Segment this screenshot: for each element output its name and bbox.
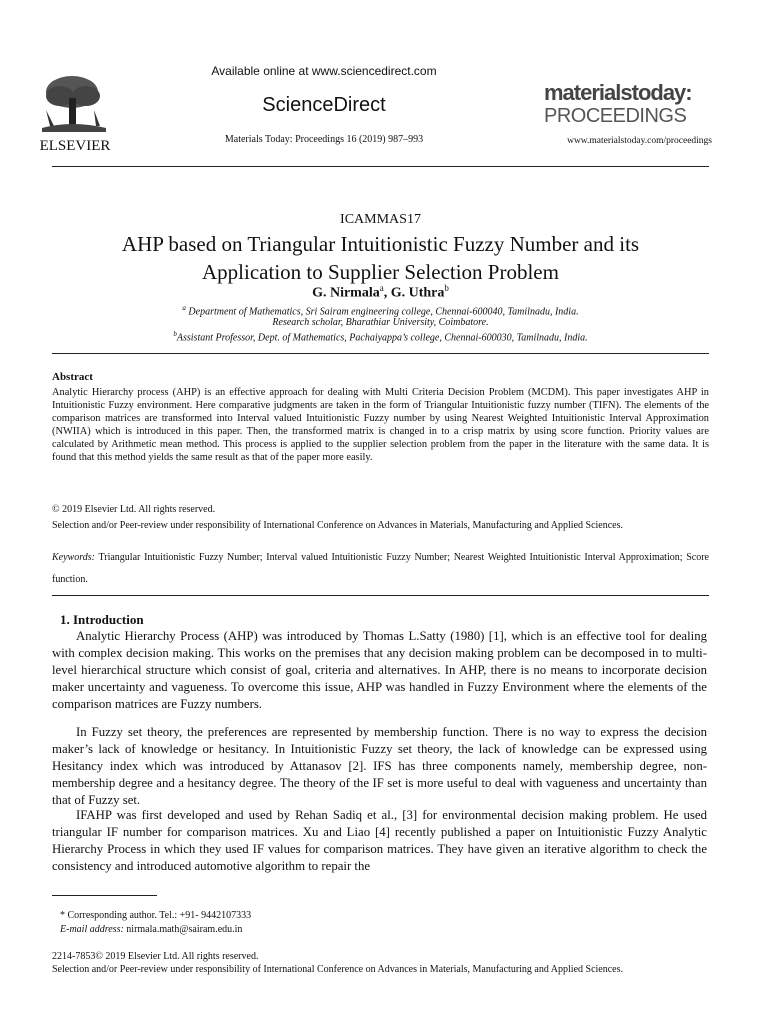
email-label: E-mail address:: [60, 924, 124, 935]
journal-reference: Materials Today: Proceedings 16 (2019) 987–993: [224, 134, 424, 145]
sciencedirect-title: ScienceDirect: [262, 94, 386, 116]
header-divider: [52, 166, 709, 167]
email-address[interactable]: nirmala.math@sairam.edu.in: [123, 924, 243, 935]
affiliation-a-text: Department of Mathematics, Sri Sairam engineering college, Chennai-600040, Tamilnadu, India.: [185, 306, 579, 318]
affiliation-b-marker: b: [173, 330, 177, 338]
author-2[interactable]: G. Uthra: [390, 285, 445, 301]
materials-today-wordmark: materialstoday:: [544, 80, 692, 105]
keywords-text: Triangular Intuitionistic Fuzzy Number; Interval valued Intuitionistic Fuzzy Number; Nearest Weighted Intuitionistic Interval Approximation; Score function.: [52, 552, 709, 585]
intro-paragraph-2: In Fuzzy set theory, the preferences are represented by membership function. There is no way to express the decision maker’s lack of knowledge or hesitancy. In Intuitionistic Fuzzy set theory, the lack of knowledge can be expressed using Hesitancy index which was introduced by Attanasov [2]. IFS has three components namely, membership degree, non-membership degree and a hesitancy degree. The theory of the IF set is more useful to deal with vagueness and uncertainty than that of Fuzzy set.: [52, 725, 707, 808]
intro-paragraph-1: Analytic Hierarchy Process (AHP) was introduced by Thomas L.Satty (1980) [1], which is an effective tool for dealing with complex decision making. This works on the premises that any decision making problem can be decomposed in to multi-level hierarchical structure which consist of goal, criteria and alternatives. In AHP, there is no means to incorporate decision maker uncertainty and vagueness. To overcome this issue, AHP was handled in Fuzzy Environment where the elements of the comparison matrices are Fuzzy numbers.: [52, 629, 707, 712]
footnote-divider: [52, 895, 157, 896]
author-1[interactable]: G. Nirmala: [312, 285, 380, 301]
author-1-affiliation-marker: a: [379, 283, 384, 293]
conference-name: ICAMMAS17: [340, 212, 421, 227]
keywords-label: Keywords:: [52, 552, 95, 563]
paper-title-line-1: AHP based on Triangular Intuitionistic Fuzzy Number and its: [121, 232, 640, 256]
affiliation-b: [52, 330, 709, 343]
issn-line: 2214-7853© 2019 Elsevier Ltd. All rights reserved.: [52, 951, 259, 962]
abstract-text: Analytic Hierarchy process (AHP) is an effective approach for dealing with Multi Criteria Decision Problem (MCDM). This paper investigates AHP in Intuitionistic Fuzzy environment. Here comparative judgments are taken in the form of Triangular Intuitionistic fuzzy number (TIFN). The elements of the comparison matrices are transformed into Interval valued Intuitionistic Fuzzy number by using Nearest Weighted Intuitionistic Interval Approximation (NWIIA) which is introduced in this paper. Then, the transformed matrix is changed in to a crisp matrix by using score function. Priority values are calculated by Arithmetic mean method. This process is applied to the supplier selection problem from the paper in the literature with the same data. It is found that this method yields the same result as that of the paper more easily.: [52, 387, 709, 463]
affiliation-research: Research scholar, Bharathiar University, Coimbatore.: [272, 317, 489, 328]
title-divider: [52, 353, 709, 354]
elsevier-tree-icon: [22, 70, 128, 154]
copyright-notice: © 2019 Elsevier Ltd. All rights reserved.: [52, 504, 216, 515]
journal-url[interactable]: www.materialstoday.com/proceedings: [567, 136, 712, 146]
paper-title: [52, 230, 709, 286]
proceedings-wordmark: PROCEEDINGS: [544, 105, 687, 127]
peer-review-notice: Selection and/or Peer-review under responsibility of International Conference on Advances in Materials, Manufacturing and Applied Sciences.: [52, 520, 624, 531]
abstract-heading: Abstract: [52, 371, 93, 383]
authors: [52, 283, 709, 302]
elsevier-logo: [22, 70, 128, 154]
available-online-text: Available online at www.sciencedirect.com: [211, 64, 437, 78]
elsevier-wordmark: ELSEVIER: [39, 138, 111, 154]
affiliation-a: [52, 304, 709, 317]
affiliation-a-marker: a: [182, 304, 186, 312]
keywords: [52, 547, 709, 591]
materials-today-logo: [542, 80, 702, 128]
affiliation-b-text: Assistant Professor, Dept. of Mathematics, Pachaiyappa’s college, Chennai-600030, Tamilnadu, India.: [176, 332, 588, 344]
section-heading-introduction: 1. Introduction: [60, 612, 144, 627]
footer-peer-review: Selection and/or Peer-review under responsibility of International Conference on Advances in Materials, Manufacturing and Applied Sciences.: [52, 964, 624, 975]
email-footnote: [60, 924, 242, 935]
author-separator: ,: [383, 285, 391, 301]
corresponding-author-footnote: * Corresponding author. Tel.: +91- 9442107333: [60, 910, 252, 921]
intro-paragraph-3: IFAHP was first developed and used by Rehan Sadiq et al., [3] for environmental decision making problem. He used triangular IF number for comparison matrices. Xu and Liao [4] recently published a paper on Intuitionistic Fuzzy Analytic Hierarchy Process in which they used IF values for comparison matrices. They have given an iterative algorithm to check the consistency and introduced automotive algorithm to repair the: [52, 808, 707, 874]
author-2-affiliation-marker: b: [444, 283, 449, 293]
paper-title-line-2: Application to Supplier Selection Problem: [202, 260, 559, 284]
keywords-divider: [52, 595, 709, 596]
